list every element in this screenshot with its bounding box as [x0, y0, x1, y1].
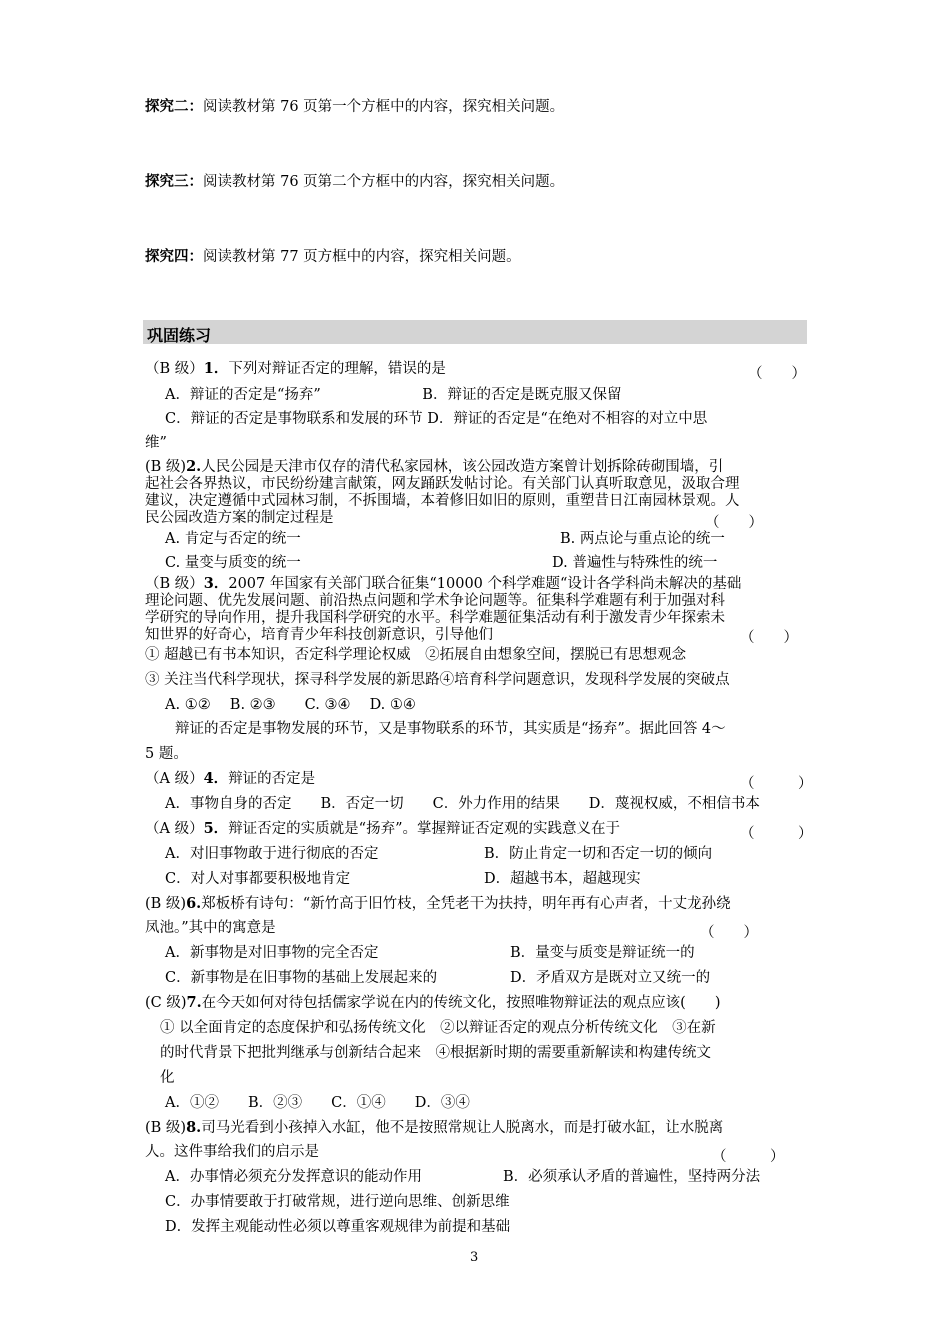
q3-answer-paren: （ ）: [740, 630, 798, 646]
q5-option-d: D．超越书本，超越现实: [484, 871, 641, 887]
q1-options-cd-cont: 维”: [145, 435, 167, 451]
q2-option-c: C. 量变与质变的统一: [165, 555, 301, 571]
q3-stem-2: 理论问题、优先发展问题、前沿热点问题和学术争论问题等。征集科学难题有利于加强对科: [145, 593, 725, 609]
explore-2-text: 阅读教材第 76 页第一个方框中的内容，探究相关问题。: [203, 99, 565, 115]
q1-stem: [145, 362, 446, 377]
q3-stem-text-1: 2007 年国家有关部门联合征集“10000 个科学难题“设计各学科尚未解决的基础: [228, 576, 742, 592]
explore-3-label: 探究三：: [145, 173, 203, 190]
q5-option-a: A．对旧事物敢于进行彻底的否定: [165, 846, 379, 862]
q3-stem-4: 知世界的好奇心，培育青少年科技创新意识，引导他们: [145, 627, 493, 643]
q4-number: 4．: [203, 770, 229, 787]
q3-level: （B 级）: [145, 576, 204, 592]
q1-options-cd: C．辩证的否定是事物联系和发展的环节 D．辩证的否定是“在绝对不相容的对立中思: [165, 411, 708, 427]
intro-q4-5-line-2: 5 题。: [145, 746, 188, 762]
q2-stem-3: 建议，决定遵循中式园林习制，不拆围墙，本着修旧如旧的原则，重塑昔日江南园林景观。人: [145, 493, 740, 509]
explore-4-label: 探究四：: [145, 248, 203, 265]
q5-option-b: B．防止肯定一切和否定一切的倾向: [484, 846, 713, 862]
q2-answer-paren: （ ）: [705, 515, 763, 531]
q2-level: (B 级): [145, 459, 187, 475]
q3-number: 3．: [203, 575, 229, 592]
q7-stem-text: 在今天如何对待包括儒家学说在内的传统文化，按照唯物辩证法的观点应该( ): [201, 995, 721, 1011]
q4-options: A．事物自身的否定 B．否定一切 C．外力作用的结果 D．蔑视权威，不相信书本: [165, 796, 760, 812]
q5-level: （A 级）: [145, 821, 204, 837]
q2-option-a: A. 肯定与否定的统一: [165, 531, 301, 547]
explore-3-text: 阅读教材第 76 页第二个方框中的内容，探究相关问题。: [203, 174, 565, 190]
q5-number: 5．: [203, 820, 229, 837]
q7-number: 7.: [186, 994, 202, 1011]
q7-items-2: 的时代背景下把批判继承与创新结合起来 ④根据新时期的需要重新解读和构建传统文: [160, 1045, 711, 1061]
explore-3: [145, 175, 564, 190]
q4-stem-text: 辩证的否定是: [228, 771, 316, 787]
q8-answer-paren: （ ）: [712, 1149, 785, 1165]
q7-stem: [145, 996, 720, 1011]
q6-stem-text-1: 郑板桥有诗句：“新竹高于旧竹枝，全凭老干为扶持，明年再有心声者，十丈龙孙绕: [201, 896, 731, 912]
q8-option-c: C．办事情要敢于打破常规，进行逆向思维、创新思维: [165, 1194, 510, 1210]
q8-option-b: B．必须承认矛盾的普遍性，坚持两分法: [503, 1169, 761, 1185]
q6-stem-2: 凤池。”其中的寓意是: [145, 920, 276, 936]
page-number: 3: [470, 1250, 479, 1265]
q5-answer-paren: （ ）: [740, 826, 813, 842]
q6-level: (B 级): [145, 896, 187, 912]
q3-options: A. ①② B. ②③ C. ③④ D. ①④: [165, 697, 416, 713]
q8-number: 8.: [186, 1119, 202, 1136]
q3-items-12: ① 超越已有书本知识，否定科学理论权威 ②拓展自由想象空间，摆脱已有思想观念: [145, 647, 687, 663]
q6-option-a: A．新事物是对旧事物的完全否定: [165, 945, 379, 961]
section-title: 巩固练习: [147, 326, 212, 345]
q3-stem-3: 学研究的导向作用，提升我国科学研究的水平。科学难题征集活动有利于激发青少年探索未: [145, 610, 725, 626]
q3-stem-1: [145, 577, 741, 592]
q1-options-ab: A．辩证的否定是“扬弃” B．辩证的否定是既克服又保留: [165, 387, 622, 403]
q6-option-d: D．矛盾双方是既对立又统一的: [510, 970, 711, 986]
q1-level: （B 级）: [145, 361, 204, 377]
q1-stem-text: 下列对辩证否定的理解，错误的是: [228, 361, 446, 377]
q2-number: 2.: [186, 458, 202, 475]
explore-2-label: 探究二：: [145, 98, 203, 115]
q8-option-a: A．办事情必须充分发挥意识的能动作用: [165, 1169, 422, 1185]
q4-answer-paren: （ ）: [740, 776, 813, 792]
q2-option-d: D. 普遍性与特殊性的统一: [552, 555, 718, 571]
q7-items-3: 化: [160, 1070, 175, 1086]
q6-option-b: B．量变与质变是辩证统一的: [510, 945, 695, 961]
q4-stem: [145, 772, 315, 787]
q8-stem-1: [145, 1121, 723, 1136]
q5-option-c: C．对人对事都要积极地肯定: [165, 871, 351, 887]
q4-level: （A 级）: [145, 771, 204, 787]
q7-level: (C 级): [145, 995, 187, 1011]
q2-option-b: B. 两点论与重点论的统一: [560, 531, 725, 547]
q1-number: 1．: [203, 360, 229, 377]
explore-4-text: 阅读教材第 77 页方框中的内容，探究相关问题。: [203, 249, 521, 265]
q2-stem-2: 起社会各界热议，市民纷纷建言献策，网友踊跃发帖讨论。有关部门认真听取意见，汲取合理: [145, 476, 740, 492]
q6-answer-paren: （ ）: [700, 925, 758, 941]
q8-level: (B 级): [145, 1120, 187, 1136]
q2-stem-4: 民公园改造方案的制定过程是: [145, 510, 334, 526]
q2-stem-1: [145, 460, 723, 475]
q8-stem-2: 人。这件事给我们的启示是: [145, 1144, 319, 1160]
q6-number: 6.: [186, 895, 202, 912]
q7-options: A．①② B．②③ C．①④ D．③④: [165, 1095, 470, 1111]
q6-stem-1: [145, 897, 731, 912]
q8-option-d: D．发挥主观能动性必须以尊重客观规律为前提和基础: [165, 1219, 511, 1235]
q7-items-1: ① 以全面肯定的态度保护和弘扬传统文化 ②以辩证否定的观点分析传统文化 ③在新: [160, 1020, 716, 1036]
q1-answer-paren: （ ）: [748, 366, 806, 382]
explore-2: [145, 100, 564, 115]
intro-q4-5-line-1: 辩证的否定是事物发展的环节，又是事物联系的环节，其实质是“扬弃”。据此回答 4～: [175, 721, 726, 737]
q5-stem-text: 辩证否定的实质就是“扬弃”。掌握辩证否定观的实践意义在于: [228, 821, 621, 837]
section-header: [143, 320, 807, 344]
explore-4: [145, 250, 521, 265]
q2-stem-text-1: 人民公园是天津市仅存的清代私家园林，该公园改造方案曾计划拆除砖砌围墙，引: [201, 459, 724, 475]
q5-stem: [145, 822, 620, 837]
q6-option-c: C．新事物是在旧事物的基础上发展起来的: [165, 970, 438, 986]
q3-items-34: ③ 关注当代科学现状，探寻科学发展的新思路④培育科学问题意识，发现科学发展的突破点: [145, 672, 730, 688]
q8-stem-text-1: 司马光看到小孩掉入水缸，他不是按照常规让人脱离水，而是打破水缸，让水脱离: [201, 1120, 724, 1136]
